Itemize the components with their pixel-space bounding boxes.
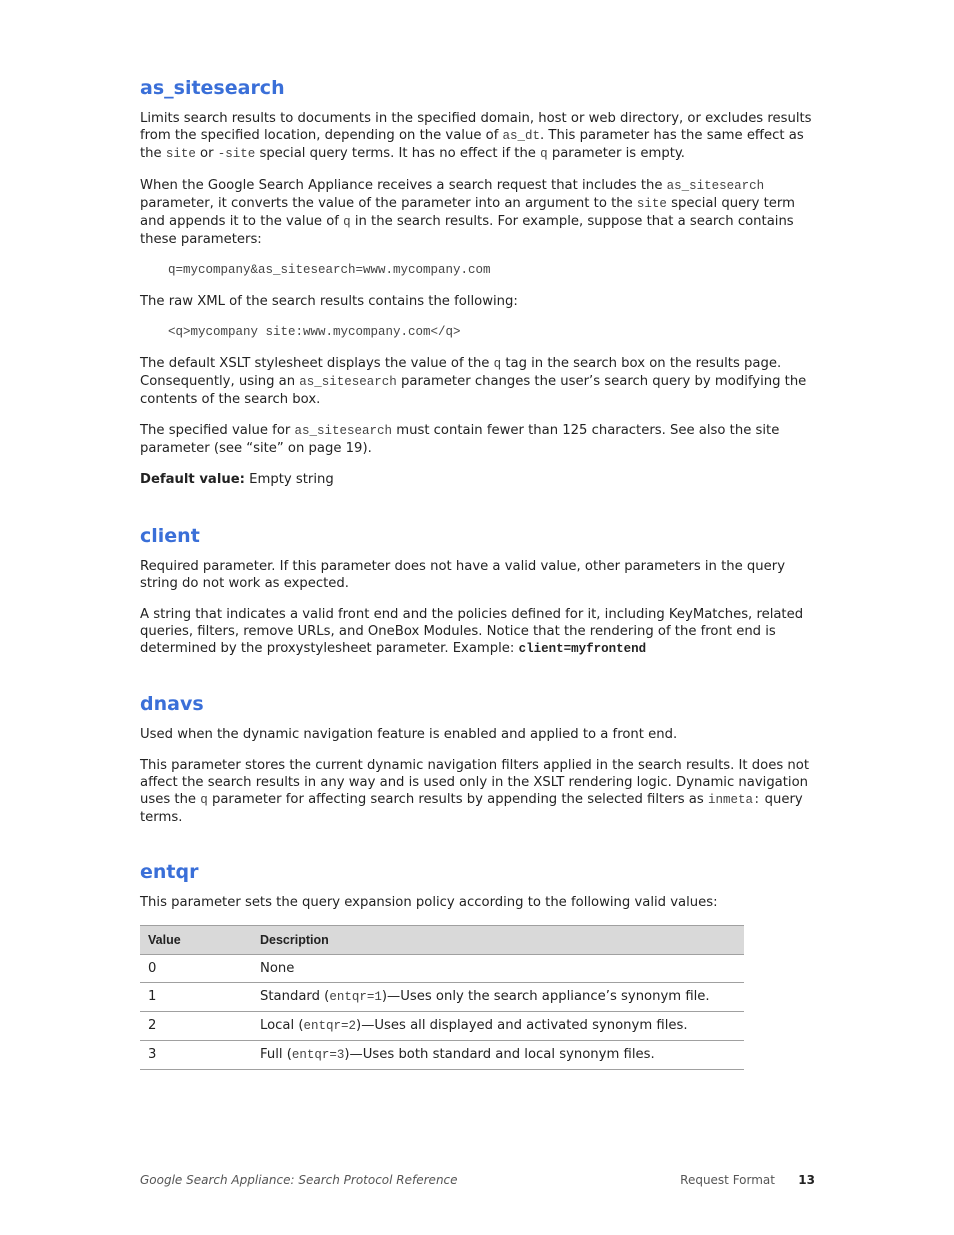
paragraph [140,355,815,408]
text: )—Uses only the search appliance’s synonym file. [381,989,710,1004]
text: special query terms. It has no effect if the [255,146,541,161]
text: or [195,146,218,161]
section-heading: dnavs [140,693,204,715]
page-footer [140,1172,815,1192]
text: parameter changes the user’s search query by modifying the contents of the search box. [140,374,807,407]
inline-code: site [165,147,196,161]
inline-code: as_dt [502,129,541,143]
text: Standard ( [260,989,330,1004]
text: Local ( [260,1018,304,1033]
inline-code: q [493,357,502,371]
text: tag in the search box on the results page. Consequently, using an [140,356,782,389]
default-text: Empty string [244,472,334,487]
column-header: Description [252,926,744,955]
text: query terms. [140,792,803,825]
text: The specified value for [140,423,295,438]
text: None [260,961,295,976]
section-entqr [140,860,815,1070]
inline-code: q [343,215,351,229]
section-as-sitesearch [140,76,815,488]
inline-code: q [200,793,208,807]
section-heading: as_sitesearch [140,77,285,99]
table-row [140,1041,744,1070]
table-row [140,1012,744,1041]
value-cell: 3 [140,1041,252,1070]
value-cell: 1 [140,983,252,1012]
code-example: <q>mycompany site:www.mycompany.com</q> [168,325,461,339]
page-number: 13 [798,1173,815,1187]
text: parameter, it converts the value of the parameter into an argument to the [140,196,637,211]
inline-code: q [540,147,548,161]
description-cell [252,1012,744,1041]
text: must contain fewer than 125 characters. See also the site parameter (see “site” on page 19). [140,423,780,456]
description-cell [252,983,744,1012]
text: This parameter stores the current dynamic navigation filters applied in the search results. It does not affect the search results in any way and is used only in the XSLT rendering logic. Dynamic navigation uses the [140,758,809,807]
table-row [140,955,744,983]
text: special query term and appends it to the value of [140,196,795,229]
inline-code-bold: client=myfrontend [518,642,647,656]
inline-code: entqr=2 [303,1019,357,1033]
page-content [140,76,815,1104]
description-cell [252,1041,744,1070]
section-dnavs [140,692,815,826]
text: Limits search results to documents in the specified domain, host or web directory, or excludes results from the specified location, depending on the value of [140,111,812,143]
default-value [140,471,815,488]
code-example: q=mycompany&as_sitesearch=www.mycompany.com [168,263,491,277]
paragraph [140,757,815,826]
description-cell [252,955,744,983]
default-label: Default value: [140,472,245,487]
footer-section-name: Request Format [680,1173,775,1187]
footer-doc-title: Google Search Appliance: Search Protocol Reference [140,1173,458,1187]
paragraph [140,422,815,457]
text: in the search results. For example, suppose that a search contains these parameters: [140,214,794,247]
paragraph: The raw XML of the search results contains the following: [140,294,518,309]
text: )—Uses all displayed and activated synonym files. [356,1018,688,1033]
column-header: Value [140,926,252,955]
text: . This parameter has the same effect as the [140,128,804,161]
inline-code: inmeta: [707,793,761,807]
value-cell: 2 [140,1012,252,1041]
paragraph [140,177,815,248]
text: A string that indicates a valid front end and the policies defined for it, including KeyMatches, related queries, filters, remove URLs, and OneBox Modules. Notice that the rendering of the front end is determined by the proxystylesheet parameter. Example: [140,607,804,656]
paragraph: Required parameter. If this parameter does not have a valid value, other parameters in the query string do not work as expected. [140,559,786,591]
values-table [140,925,744,1070]
text: parameter for affecting search results by appending the selected filters as [207,792,708,807]
section-heading: client [140,525,200,547]
inline-code: site [636,197,667,211]
value-cell: 0 [140,955,252,983]
text: )—Uses both standard and local synonym files. [344,1047,655,1062]
paragraph: Used when the dynamic navigation feature is enabled and applied to a front end. [140,727,678,742]
table-header-row [140,926,744,955]
paragraph [140,606,815,658]
text: The default XSLT stylesheet displays the value of the [140,356,494,371]
inline-code: entqr=3 [291,1048,345,1062]
paragraph: This parameter sets the query expansion policy according to the following valid values: [140,895,718,910]
text: When the Google Search Appliance receives a search request that includes the [140,178,667,193]
inline-code: entqr=1 [329,990,382,1004]
text: Full ( [260,1047,292,1062]
inline-code: as_sitesearch [666,179,765,193]
text: parameter is empty. [547,146,685,161]
inline-code: as_sitesearch [294,424,393,438]
section-client [140,524,815,658]
paragraph [140,110,815,163]
inline-code: -site [217,147,256,161]
inline-code: as_sitesearch [299,375,397,389]
section-heading: entqr [140,861,199,883]
table-row [140,983,744,1012]
